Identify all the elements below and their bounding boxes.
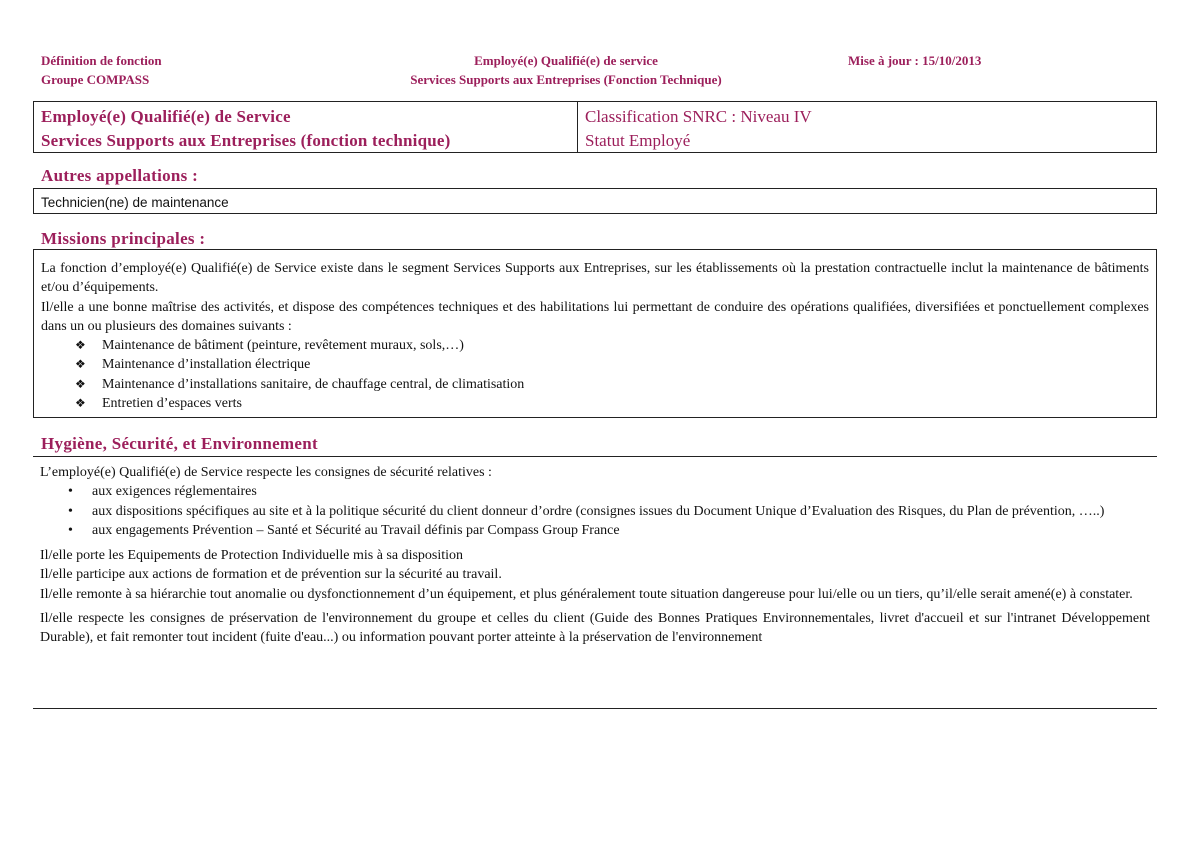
hse-line-2: Il/elle participe aux actions de formation et de prévention sur la sécurité au travail. (40, 567, 502, 583)
list-item: • aux dispositions spécifiques au site et à la politique sécurité du client donneur d’ordre (consignes issues du Document Unique d’Evaluation des Risques, du Plan de prévention, …..) (40, 502, 1150, 521)
status: Statut Employé (585, 131, 691, 150)
missions-list (41, 336, 1149, 413)
list-item: • aux engagements Prévention – Santé et Sécurité au Travail définis par Compass Group France (40, 521, 1150, 540)
title-box-right (578, 102, 1156, 155)
list-item: ❖ Maintenance de bâtiment (peinture, revêtement muraux, sols,…) (41, 336, 1149, 355)
section-title-autres: Autres appellations : (41, 166, 199, 185)
header-job-title: Employé(e) Qualifié(e) de service (474, 53, 658, 68)
diamond-bullet-icon: ❖ (75, 396, 86, 411)
diamond-bullet-icon: ❖ (75, 338, 86, 353)
autres-box (33, 188, 1157, 214)
hse-list (40, 482, 1150, 540)
section-title-missions: Missions principales : (41, 229, 206, 248)
header-update-date: Mise à jour : 15/10/2013 (848, 53, 982, 68)
hse-bottom-rule (33, 708, 1157, 709)
hse-line-3: Il/elle remonte à sa hiérarchie tout anomalie ou dysfonctionnement d’un équipement, et plus généralement toute situation dangereuse pour lui/elle ou un tiers, qu’il/elle serait amené(e) à constater. (40, 586, 1133, 602)
hse-line-1: Il/elle porte les Equipements de Protection Individuelle mis à sa disposition (40, 548, 464, 564)
job-segment: Services Supports aux Entreprises (fonction technique) (41, 131, 451, 150)
missions-para-2: Il/elle a une bonne maîtrise des activités, et dispose des compétences techniques et des habilitations lui permettant de conduire des opérations qualifiées, diversifiées et ponctuellement complexes dans un ou plusieurs des domaines suivants : (41, 299, 1149, 334)
header-group: Groupe COMPASS (41, 72, 150, 87)
job-title: Employé(e) Qualifié(e) de Service (41, 107, 291, 126)
missions-para-1: La fonction d’employé(e) Qualifié(e) de Service existe dans le segment Services Supports aux Entreprises, sur les établissements où la prestation contractuelle inclut la maintenance de bâtiments et/ou d’équipements. (41, 261, 1149, 296)
list-item: ❖ Entretien d’espaces verts (41, 394, 1149, 413)
diamond-bullet-icon: ❖ (75, 376, 86, 391)
header-doc-type: Définition de fonction (41, 53, 162, 68)
header-right (848, 51, 981, 70)
classification: Classification SNRC : Niveau IV (585, 107, 812, 126)
section-title-hse: Hygiène, Sécurité, et Environnement (41, 434, 318, 453)
list-item: ❖ Maintenance d’installations sanitaire, de chauffage central, de climatisation (41, 375, 1149, 394)
list-item: • aux exigences réglementaires (40, 482, 1150, 501)
hse-intro: L’employé(e) Qualifié(e) de Service respecte les consignes de sécurité relatives : (40, 465, 492, 480)
bullet-dot-icon: • (68, 503, 73, 519)
list-item: ❖ Maintenance d’installation électrique (41, 355, 1149, 374)
alt-job-name: Technicien(ne) de maintenance (41, 195, 229, 210)
missions-box (33, 249, 1157, 418)
title-box (33, 101, 1157, 153)
diamond-bullet-icon: ❖ (75, 357, 86, 372)
bullet-dot-icon: • (68, 522, 73, 538)
bullet-dot-icon: • (68, 484, 73, 500)
hse-content (40, 463, 1150, 648)
hse-top-rule (33, 456, 1157, 457)
title-box-left (34, 102, 578, 152)
header-job-segment: Services Supports aux Entreprises (Fonction Technique) (410, 72, 722, 87)
header-center (360, 51, 772, 89)
header-left (41, 51, 162, 89)
hse-env-para: Il/elle respecte les consignes de préservation de l'environnement du groupe et celles du client (Guide des Bonnes Pratiques Environnementales, livret d'accueil et sur l'intranet Développement Durable), et fait remonter tout incident (fuite d'eau...) ou information pouvant porter atteinte à la préservation de l'environnement (40, 611, 1150, 646)
